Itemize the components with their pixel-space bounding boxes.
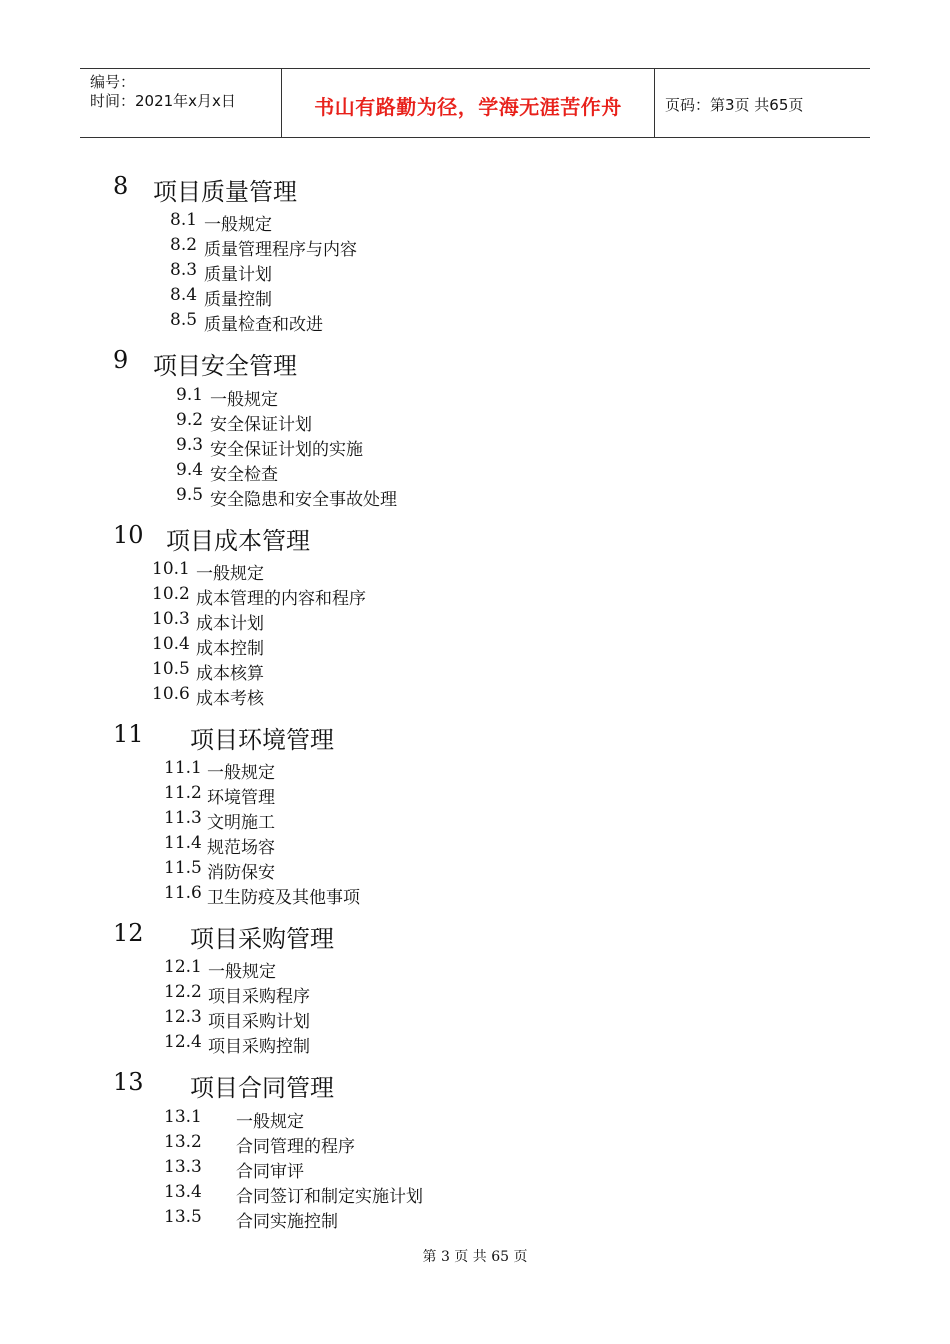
page-footer (0, 1246, 950, 1266)
subsection-title: 一般规定 (236, 1112, 304, 1132)
subsection-number: 11.5 (164, 857, 202, 878)
header-page-info: 页码：第3页 共65页 (665, 96, 804, 114)
header-motto: 书山有路勤为径，学海无涯苦作舟 (314, 95, 622, 119)
subsection-title: 安全检查 (210, 464, 278, 485)
subsection-number: 10.3 (152, 608, 190, 629)
section-title: 项目质量管理 (153, 178, 297, 206)
subsection-number: 10.6 (152, 683, 190, 704)
subsection-number: 13.1 (164, 1107, 202, 1127)
subsection-title: 项目采购计划 (208, 1011, 310, 1032)
subsection-title: 成本控制 (196, 638, 264, 659)
subsection-title: 卫生防疫及其他事项 (207, 887, 360, 908)
subsection-number: 10.1 (152, 559, 190, 579)
section-number: 9 (113, 346, 129, 374)
section-title: 项目成本管理 (166, 527, 310, 555)
section-number: 8 (113, 172, 129, 200)
subsection-number: 9.4 (176, 459, 204, 480)
subsection-title: 合同管理的程序 (236, 1136, 355, 1157)
subsection-title: 一般规定 (204, 215, 272, 235)
subsection-number: 12.2 (164, 981, 202, 1002)
subsection-number: 10.4 (152, 633, 190, 654)
subsection-number: 13.4 (164, 1181, 202, 1202)
subsection-number: 10.5 (152, 658, 190, 679)
subsection-title: 消防保安 (207, 862, 275, 883)
subsection-title: 质量控制 (204, 289, 272, 310)
subsection-title: 一般规定 (196, 564, 264, 584)
subsection-title: 项目采购程序 (208, 986, 310, 1007)
subsection-title: 成本考核 (196, 688, 264, 709)
subsection-number: 9.3 (176, 434, 204, 455)
section-title: 项目合同管理 (190, 1074, 334, 1102)
header-page-cell (655, 69, 870, 137)
subsection-number: 13.2 (164, 1131, 202, 1152)
subsection-number: 9.1 (176, 385, 204, 405)
subsection-number: 12.3 (164, 1006, 202, 1027)
section-number: 13 (113, 1068, 144, 1096)
section-title: 项目环境管理 (190, 726, 334, 754)
section-title: 项目采购管理 (190, 925, 334, 953)
subsection-number: 11.2 (164, 782, 202, 803)
subsection-title: 项目采购控制 (208, 1036, 310, 1057)
subsection-title: 质量检查和改进 (204, 314, 323, 335)
subsection-number: 11.6 (164, 882, 202, 903)
header-motto-cell (282, 69, 655, 137)
subsection-title: 规范场容 (207, 837, 275, 858)
subsection-number: 8.1 (170, 210, 198, 230)
time-label: 时间：2021年x月x日 (90, 92, 236, 110)
subsection-number: 12.4 (164, 1031, 202, 1052)
subsection-title: 一般规定 (210, 390, 278, 410)
subsection-title: 成本管理的内容和程序 (196, 588, 366, 609)
subsection-number: 11.1 (164, 758, 202, 778)
subsection-number: 13.3 (164, 1156, 202, 1177)
subsection-title: 一般规定 (207, 763, 275, 783)
subsection-title: 质量计划 (204, 264, 272, 285)
subsection-number: 9.5 (176, 484, 204, 505)
subsection-number: 12.1 (164, 957, 202, 977)
subsection-number: 8.4 (170, 284, 198, 305)
section-number: 12 (113, 919, 144, 947)
subsection-title: 质量管理程序与内容 (204, 239, 357, 260)
section-number: 10 (113, 521, 144, 549)
subsection-number: 10.2 (152, 583, 190, 604)
subsection-title: 安全隐患和安全事故处理 (210, 489, 397, 510)
subsection-number: 11.3 (164, 807, 202, 828)
header-meta-cell (80, 69, 282, 137)
page-header (80, 68, 870, 138)
subsection-number: 8.5 (170, 309, 198, 330)
subsection-number: 13.5 (164, 1206, 202, 1227)
subsection-title: 成本核算 (196, 663, 264, 684)
subsection-number: 9.2 (176, 409, 204, 430)
subsection-title: 合同实施控制 (236, 1211, 338, 1232)
subsection-title: 合同签订和制定实施计划 (236, 1186, 423, 1207)
section-number: 11 (113, 720, 144, 748)
subsection-title: 安全保证计划的实施 (210, 439, 363, 460)
subsection-title: 合同审评 (236, 1161, 304, 1182)
subsection-number: 8.2 (170, 234, 198, 255)
subsection-title: 环境管理 (207, 787, 275, 808)
subsection-title: 一般规定 (208, 962, 276, 982)
section-title: 项目安全管理 (153, 352, 297, 380)
subsection-number: 11.4 (164, 832, 202, 853)
footer-page-number: 第 3 页 共 65 页 (422, 1249, 528, 1265)
number-label: 编号： (90, 73, 136, 91)
subsection-title: 文明施工 (207, 812, 275, 833)
subsection-title: 成本计划 (196, 613, 264, 634)
subsection-title: 安全保证计划 (210, 414, 312, 435)
subsection-number: 8.3 (170, 259, 198, 280)
